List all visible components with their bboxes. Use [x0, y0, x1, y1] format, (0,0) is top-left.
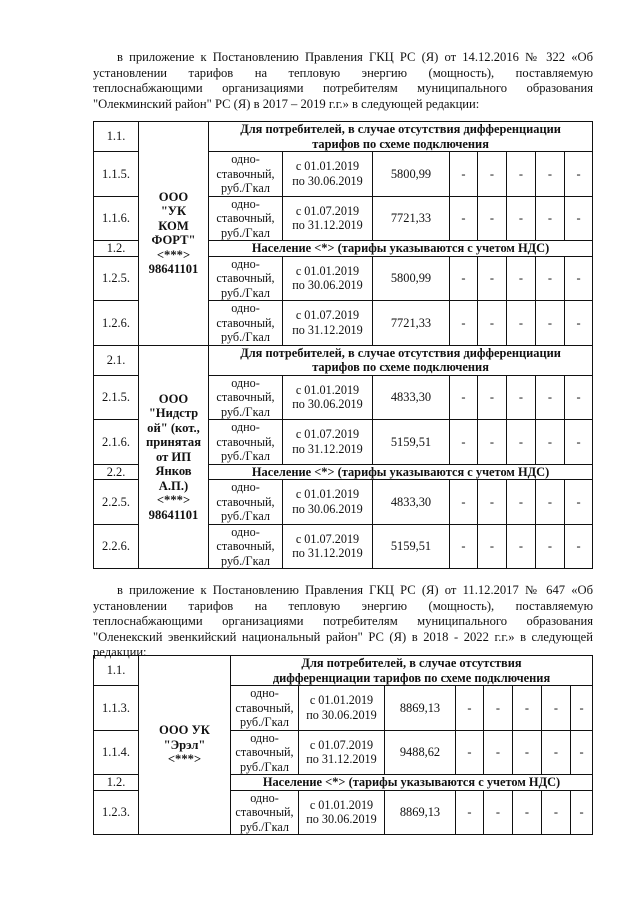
- organization-name: [139, 345, 209, 569]
- empty-cell: -: [513, 730, 542, 775]
- section-2-intro: [93, 583, 593, 661]
- tariff-unit-line: руб./Гкал: [221, 330, 270, 344]
- consumer-group-heading-line: Для потребителей, в случае отсутствия дифференциации: [240, 345, 561, 360]
- tariff-period: [283, 420, 373, 465]
- empty-cell: -: [478, 301, 507, 346]
- tariff-value: 5159,51: [373, 524, 450, 569]
- population-heading: Население <*> (тарифы указываются с учетом НДС): [209, 464, 593, 480]
- empty-cell: -: [507, 524, 536, 569]
- organization-name-line: ФОРТ": [151, 233, 196, 248]
- row-number: 1.2.: [94, 775, 139, 791]
- empty-cell: -: [542, 730, 571, 775]
- tariff-period: [283, 196, 373, 241]
- empty-cell: -: [565, 301, 593, 346]
- tariff-unit: [209, 256, 283, 301]
- group-head-row: [94, 122, 593, 152]
- tariff-unit-line: одно-: [231, 480, 260, 494]
- tariff-unit-line: ставочный,: [216, 315, 275, 330]
- row-number: 1.1.: [94, 656, 139, 686]
- section-2-text: в приложение к Постановлению Правления ГКЦ РС (Я) от 11.12.2017 № 647 «Об установлении тарифов на тепловую энергию (мощность), поставляемую теплоснабжающими организациями потребителям муниципального образования "Оленекский эвенкийский национальный район" РС (Я) в 2018 - 2022 г.г.» в следующей редакции:: [93, 583, 593, 660]
- tariff-period-line: с 01.01.2019: [295, 159, 360, 174]
- tariff-unit: [209, 152, 283, 197]
- tariff-unit-line: руб./Гкал: [221, 449, 270, 463]
- tariff-unit: [209, 480, 283, 525]
- tariff-period-line: с 01.07.2019: [295, 427, 360, 442]
- tariff-period-line: по 31.12.2019: [292, 546, 363, 561]
- organization-name: [139, 656, 231, 835]
- tariff-unit: [209, 375, 283, 420]
- row-number: 2.2.6.: [94, 524, 139, 569]
- empty-cell: -: [478, 375, 507, 420]
- tariff-period-line: с 01.07.2019: [295, 203, 360, 218]
- empty-cell: -: [484, 686, 513, 731]
- empty-cell: -: [542, 790, 571, 835]
- tariff-unit-line: одно-: [250, 730, 279, 745]
- empty-cell: -: [536, 301, 565, 346]
- empty-cell: -: [565, 196, 593, 241]
- tariff-period: [283, 524, 373, 569]
- tariff-period: [283, 256, 373, 301]
- empty-cell: -: [450, 256, 478, 301]
- empty-cell: -: [478, 480, 507, 525]
- empty-cell: -: [484, 790, 513, 835]
- empty-cell: -: [536, 196, 565, 241]
- empty-cell: -: [565, 152, 593, 197]
- tariff-unit-line: одно-: [231, 375, 260, 390]
- consumer-group-heading: [209, 345, 593, 375]
- tariff-unit: [209, 524, 283, 569]
- tariff-unit-line: ставочный,: [216, 434, 275, 449]
- organization-name-line: ООО: [158, 189, 189, 204]
- empty-cell: -: [478, 256, 507, 301]
- tariff-value: 5800,99: [373, 256, 450, 301]
- tariff-period: [299, 730, 385, 775]
- tariff-period-line: по 30.06.2019: [292, 278, 363, 293]
- empty-cell: -: [450, 375, 478, 420]
- tariff-value: 8869,13: [385, 686, 456, 731]
- row-number: 1.1.3.: [94, 686, 139, 731]
- tariff-unit-line: руб./Гкал: [221, 404, 270, 419]
- tariff-value: 7721,33: [373, 301, 450, 346]
- consumer-group-heading-line: Для потребителей, в случае отсутствия: [301, 656, 522, 670]
- tariff-period-line: с 01.01.2019: [295, 487, 360, 502]
- tariff-period-line: с 01.01.2019: [309, 797, 374, 812]
- tariff-period-line: по 30.06.2019: [292, 501, 363, 516]
- tariff-unit-line: одно-: [231, 524, 260, 539]
- tariff-period: [283, 301, 373, 346]
- organization-name-line: КОМ: [158, 218, 189, 233]
- empty-cell: -: [536, 375, 565, 420]
- group-head-row: [94, 656, 593, 686]
- tariff-period: [299, 686, 385, 731]
- tariff-period-line: по 31.12.2019: [306, 752, 377, 767]
- tariff-unit-line: одно-: [250, 686, 279, 700]
- consumer-group-heading-line: тарифов по схеме подключения: [312, 136, 489, 151]
- row-number: 2.2.5.: [94, 480, 139, 525]
- tariff-unit-line: одно-: [231, 256, 260, 271]
- empty-cell: -: [565, 420, 593, 465]
- empty-cell: -: [478, 196, 507, 241]
- group-head-row: [94, 345, 593, 375]
- empty-cell: -: [565, 256, 593, 301]
- tariff-period-line: по 30.06.2019: [292, 397, 363, 412]
- tariff-value: 5159,51: [373, 420, 450, 465]
- tariff-unit-line: ставочный,: [216, 271, 275, 285]
- tariff-unit-line: руб./Гкал: [221, 285, 270, 300]
- tariff-period-line: с 01.01.2019: [295, 382, 360, 397]
- tariff-unit-line: руб./Гкал: [221, 509, 270, 523]
- tariff-value: 9488,62: [385, 730, 456, 775]
- organization-name-line: от ИП: [155, 449, 192, 464]
- tariff-unit-line: ставочный,: [216, 211, 275, 225]
- empty-cell: -: [536, 420, 565, 465]
- tariff-period-line: по 30.06.2019: [292, 173, 363, 188]
- tariff-unit-line: одно-: [231, 420, 260, 434]
- empty-cell: -: [536, 152, 565, 197]
- empty-cell: -: [507, 420, 536, 465]
- tariff-unit-line: ставочный,: [216, 390, 275, 404]
- tariff-unit-line: руб./Гкал: [221, 225, 270, 240]
- tariff-value: 8869,13: [385, 790, 456, 835]
- row-number: 2.1.: [94, 345, 139, 375]
- row-number: 1.1.5.: [94, 152, 139, 197]
- tariff-period-line: с 01.07.2019: [295, 531, 360, 546]
- empty-cell: -: [507, 480, 536, 525]
- tariff-unit-line: одно-: [231, 152, 260, 166]
- section-1-text: в приложение к Постановлению Правления ГКЦ РС (Я) от 14.12.2016 № 322 «Об установлении тарифов на тепловую энергию (мощность), поставляемую теплоснабжающими организациями потребителям муниципального образования "Олекминский район" РС (Я) в 2017 – 2019 г.г.» в следующей редакции:: [93, 50, 593, 111]
- empty-cell: -: [536, 480, 565, 525]
- organization-name: [139, 122, 209, 346]
- row-number: 2.2.: [94, 464, 139, 480]
- organization-name-line: 98641101: [148, 262, 199, 277]
- tariff-value: 4833,30: [373, 480, 450, 525]
- row-number: 1.2.6.: [94, 301, 139, 346]
- organization-name-line: <***>: [156, 247, 191, 262]
- empty-cell: -: [536, 256, 565, 301]
- empty-cell: -: [450, 196, 478, 241]
- consumer-group-heading: [231, 656, 593, 686]
- tariff-period-line: по 30.06.2019: [306, 812, 377, 827]
- organization-name-line: ООО УК: [159, 723, 210, 738]
- tariff-unit: [209, 196, 283, 241]
- row-number: 1.2.3.: [94, 790, 139, 835]
- tariff-unit: [231, 686, 299, 731]
- tariff-period-line: с 01.07.2019: [295, 308, 360, 323]
- empty-cell: -: [456, 686, 484, 731]
- empty-cell: -: [478, 420, 507, 465]
- empty-cell: -: [571, 686, 593, 731]
- tariff-unit: [231, 790, 299, 835]
- tariff-period-line: по 31.12.2019: [292, 441, 363, 456]
- tariff-period: [283, 375, 373, 420]
- tariff-unit-line: ставочный,: [235, 700, 294, 715]
- organization-name-line: <***>: [156, 493, 191, 507]
- empty-cell: -: [507, 301, 536, 346]
- section-1-intro: [93, 50, 593, 112]
- tariff-period: [283, 152, 373, 197]
- empty-cell: -: [507, 152, 536, 197]
- organization-name-line: "Нидстр: [148, 406, 199, 420]
- tariff-period: [299, 790, 385, 835]
- empty-cell: -: [456, 790, 484, 835]
- organization-name-line: "Эрэл": [163, 737, 206, 752]
- row-number: 2.1.6.: [94, 420, 139, 465]
- organization-name-line: принятая: [145, 435, 202, 449]
- empty-cell: -: [450, 420, 478, 465]
- empty-cell: -: [507, 256, 536, 301]
- tariff-table-1: [93, 121, 593, 569]
- row-number: 1.2.5.: [94, 256, 139, 301]
- tariff-unit-line: руб./Гкал: [221, 181, 270, 195]
- row-number: 1.2.: [94, 241, 139, 257]
- organization-name-line: ой" (кот.,: [147, 420, 200, 435]
- row-number: 1.1.4.: [94, 730, 139, 775]
- tariff-unit-line: ставочный,: [235, 805, 294, 819]
- organization-name-line: Янков: [155, 464, 192, 478]
- empty-cell: -: [450, 152, 478, 197]
- tariff-value: 4833,30: [373, 375, 450, 420]
- empty-cell: -: [571, 730, 593, 775]
- tariff-unit-line: руб./Гкал: [240, 759, 289, 774]
- tariff-value: 5800,99: [373, 152, 450, 197]
- empty-cell: -: [450, 480, 478, 525]
- tariff-unit-line: руб./Гкал: [240, 715, 289, 729]
- consumer-group-heading: [209, 122, 593, 152]
- population-heading: Население <*> (тарифы указываются с учетом НДС): [209, 241, 593, 257]
- empty-cell: -: [571, 790, 593, 835]
- empty-cell: -: [478, 152, 507, 197]
- organization-name-line: 98641101: [148, 507, 199, 522]
- tariff-period-line: с 01.01.2019: [295, 263, 360, 278]
- empty-cell: -: [536, 524, 565, 569]
- row-number: 1.1.6.: [94, 196, 139, 241]
- row-number: 2.1.5.: [94, 375, 139, 420]
- tariff-period-line: по 31.12.2019: [292, 322, 363, 337]
- tariff-unit-line: руб./Гкал: [221, 553, 270, 568]
- tariff-unit-line: одно-: [231, 196, 260, 211]
- empty-cell: -: [565, 375, 593, 420]
- organization-name-line: "УК: [160, 204, 187, 219]
- population-heading: Население <*> (тарифы указываются с учетом НДС): [231, 775, 593, 791]
- empty-cell: -: [565, 524, 593, 569]
- consumer-group-heading-line: дифференциации тарифов по схеме подключения: [272, 670, 551, 685]
- empty-cell: -: [513, 790, 542, 835]
- tariff-unit-line: одно-: [231, 301, 260, 315]
- empty-cell: -: [450, 301, 478, 346]
- empty-cell: -: [478, 524, 507, 569]
- tariff-unit: [231, 730, 299, 775]
- organization-name-line: А.П.): [158, 478, 189, 493]
- empty-cell: -: [507, 375, 536, 420]
- tariff-unit: [209, 301, 283, 346]
- empty-cell: -: [507, 196, 536, 241]
- empty-cell: -: [450, 524, 478, 569]
- organization-name-line: <***>: [167, 752, 202, 767]
- empty-cell: -: [484, 730, 513, 775]
- empty-cell: -: [456, 730, 484, 775]
- tariff-value: 7721,33: [373, 196, 450, 241]
- empty-cell: -: [565, 480, 593, 525]
- empty-cell: -: [542, 686, 571, 731]
- tariff-unit-line: ставочный,: [235, 745, 294, 759]
- tariff-unit-line: ставочный,: [216, 494, 275, 509]
- tariff-table-2: [93, 655, 593, 835]
- tariff-unit-line: ставочный,: [216, 166, 275, 181]
- consumer-group-heading-line: Для потребителей, в случае отсутствия дифференциации: [240, 122, 561, 136]
- tariff-unit-line: руб./Гкал: [240, 819, 289, 834]
- tariff-unit-line: ставочный,: [216, 539, 275, 553]
- tariff-unit: [209, 420, 283, 465]
- row-number: 1.1.: [94, 122, 139, 152]
- consumer-group-heading-line: тарифов по схеме подключения: [312, 360, 489, 374]
- tariff-period-line: с 01.07.2019: [309, 737, 374, 752]
- tariff-period-line: с 01.01.2019: [309, 693, 374, 708]
- empty-cell: -: [513, 686, 542, 731]
- tariff-period-line: по 31.12.2019: [292, 218, 363, 233]
- tariff-period-line: по 30.06.2019: [306, 707, 377, 722]
- organization-name-line: ООО: [158, 391, 189, 406]
- tariff-unit-line: одно-: [250, 790, 279, 805]
- tariff-period: [283, 480, 373, 525]
